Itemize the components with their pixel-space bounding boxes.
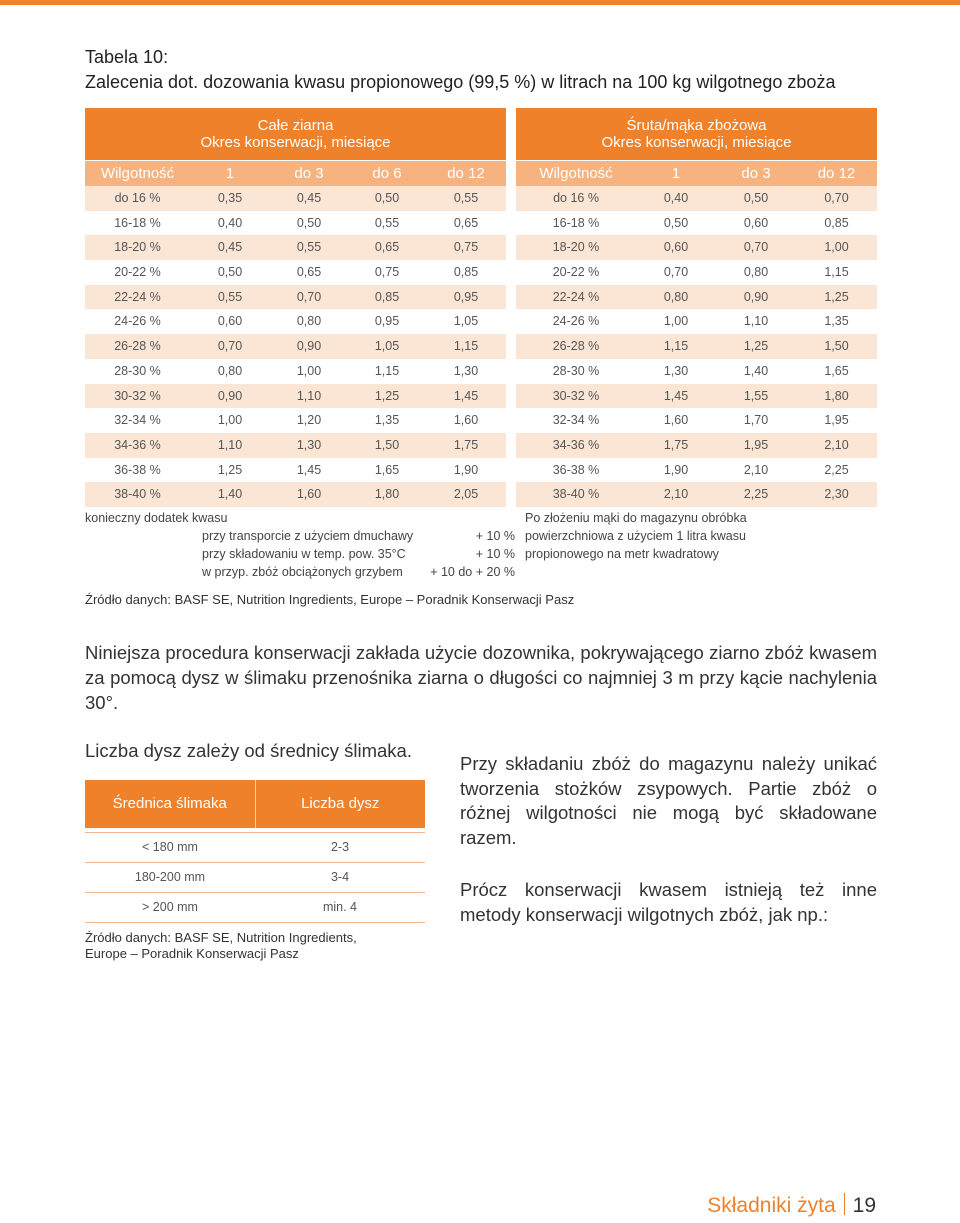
table-row (85, 893, 425, 923)
table-row (516, 384, 877, 409)
dosage-cell: 1,80 (824, 388, 849, 403)
table-row (516, 359, 877, 384)
table-row (516, 334, 877, 359)
dosage-cell: 1,00 (217, 413, 243, 428)
side-paragraph-storage: Przy składaniu zbóż do magazynu należy unikać tworzenia stożków zsypowych. Partie zbóż o różnej wilgotności nie mogą być składowane razem. (460, 753, 877, 848)
dosage-cell: 1,15 (374, 363, 400, 378)
note-value: + 10 % (475, 529, 515, 543)
dosage-cell: 0,80 (663, 289, 689, 304)
table-meal-title: Śruta/mąka zbożowa (626, 117, 767, 134)
table-row (85, 458, 506, 483)
dosage-cell: 1,70 (743, 413, 769, 428)
moisture-cell: 20-22 % (552, 265, 600, 280)
dosage-cell: 0,45 (217, 240, 243, 255)
moisture-cell: 22-24 % (114, 289, 161, 304)
table-row (516, 433, 877, 458)
column-header: do 12 (817, 165, 856, 182)
table-row (85, 863, 425, 893)
dosage-cell: 1,15 (663, 339, 689, 354)
dosage-cell: 0,55 (296, 240, 322, 255)
dosage-cell: 0,50 (663, 215, 689, 230)
dosage-cell: 1,90 (453, 462, 479, 477)
table-row (85, 309, 506, 334)
table-row (85, 235, 506, 260)
dosage-cell: 1,00 (663, 314, 689, 329)
table-row (516, 458, 877, 483)
dosage-cell: 1,50 (374, 437, 400, 452)
table-row (516, 285, 877, 310)
note-line: Po złożeniu mąki do magazynu obróbka (525, 511, 747, 525)
dosage-cell: 1,10 (743, 314, 769, 329)
dosage-cell: 1,80 (374, 487, 400, 502)
column-header: do 3 (741, 165, 771, 182)
table-row (85, 285, 506, 310)
table-caption (85, 45, 835, 95)
dosage-cell: 0,95 (374, 314, 400, 329)
dosage-cell: 0,60 (743, 215, 769, 230)
table-whole-grain (85, 108, 506, 507)
table-meal-subtitle: Okres konserwacji, miesiące (601, 134, 792, 151)
dosage-cell: 2,25 (743, 487, 769, 502)
dosage-cell: 0,65 (374, 240, 400, 255)
dosage-cell: 1,10 (296, 388, 322, 403)
table-row (85, 186, 506, 211)
moisture-cell: 16-18 % (114, 215, 161, 230)
dosage-cell: 1,60 (663, 413, 689, 428)
table-row (85, 833, 425, 863)
moisture-cell: 38-40 % (552, 487, 600, 502)
caption-title: Zalecenia dot. dozowania kwasu propionowego (99,5 %) w litrach na 100 kg wilgotnego zboża (85, 72, 836, 92)
dosage-cell: 1,05 (453, 314, 479, 329)
source-note: Źródło danych: BASF SE, Nutrition Ingredients, Europe – Poradnik Konserwacji Pasz (85, 592, 575, 607)
table-screw-nozzles-body (85, 832, 425, 923)
moisture-cell: 28-30 % (552, 363, 600, 378)
moisture-cell: 22-24 % (552, 289, 600, 304)
column-header: Wilgotność (100, 165, 175, 182)
moisture-cell: 32-34 % (552, 413, 600, 428)
notes-heading: konieczny dodatek kwasu (85, 511, 228, 525)
dosage-cell: 0,50 (743, 191, 769, 205)
moisture-cell: 36-38 % (552, 462, 600, 477)
dosage-cell: 0,50 (374, 191, 400, 205)
table-cell: < 180 mm (142, 840, 198, 854)
moisture-cell: do 16 % (553, 191, 599, 205)
dosage-cell: 2,25 (824, 462, 849, 477)
dosage-cell: 1,60 (296, 487, 322, 502)
dosage-cell: 2,30 (824, 487, 849, 502)
dosage-cell: 1,25 (217, 462, 243, 477)
table-row (516, 309, 877, 334)
column-header: do 6 (372, 165, 402, 182)
dosage-cell: 1,30 (663, 363, 689, 378)
moisture-cell: 26-28 % (552, 339, 600, 354)
table-row (85, 260, 506, 285)
table-whole-grain-body (85, 186, 506, 507)
dosage-cell: 1,30 (453, 363, 479, 378)
dosage-cell: 0,50 (217, 265, 243, 280)
note-item (85, 563, 515, 581)
dosage-cell: 0,90 (743, 289, 769, 304)
dosage-cell: 0,35 (217, 191, 243, 205)
dosage-cell: 0,70 (663, 265, 689, 280)
table-row (85, 408, 506, 433)
table-row (85, 384, 506, 409)
table-screw-nozzles-header (85, 780, 425, 828)
table-row (516, 408, 877, 433)
table-whole-grain-title: Całe ziarna (257, 117, 334, 134)
dosage-cell: 2,10 (824, 437, 849, 452)
dosage-cell: 1,95 (824, 413, 849, 428)
dosage-cell: 1,25 (374, 388, 400, 403)
column-header: Średnica ślimaka (85, 780, 256, 828)
note-label: przy transporcie z użyciem dmuchawy (202, 529, 414, 543)
moisture-cell: 32-34 % (114, 413, 161, 428)
column-header: do 12 (447, 165, 485, 182)
note-item (85, 545, 515, 563)
dosage-cell: 1,50 (824, 339, 849, 354)
note-value: + 10 % (475, 547, 515, 561)
side-paragraph-methods: Prócz konserwacji kwasem istnieją też inne metody konserwacji wilgotnych zbóż, jak np.: (460, 879, 877, 925)
moisture-cell: 26-28 % (114, 339, 161, 354)
dosage-cell: 1,45 (453, 388, 479, 403)
dosage-cell: 1,65 (374, 462, 400, 477)
dosage-cell: 0,75 (374, 265, 400, 280)
dosage-cell: 0,70 (824, 191, 849, 205)
moisture-cell: 16-18 % (552, 215, 600, 230)
dosage-cell: 1,05 (374, 339, 400, 354)
table-cell: 180-200 mm (134, 870, 206, 884)
column-header: 1 (225, 165, 235, 182)
footer-section-title: Składniki żyta (707, 1194, 836, 1217)
table-meal-body (516, 186, 877, 507)
note-meal-treatment (525, 509, 785, 563)
dosage-cell: 0,65 (453, 215, 479, 230)
dosage-cell: 0,85 (453, 265, 479, 280)
table-row (85, 211, 506, 236)
table-whole-grain-column-headers (85, 161, 506, 186)
table-screw-nozzles (85, 780, 425, 923)
dosage-cell: 1,35 (824, 314, 849, 329)
dosage-cell: 1,25 (743, 339, 769, 354)
dosage-cell: 0,80 (296, 314, 322, 329)
dosage-cell: 0,55 (217, 289, 243, 304)
column-header: Wilgotność (539, 165, 613, 182)
dosage-cell: 0,55 (374, 215, 400, 230)
page-number: 19 (852, 1194, 876, 1217)
dosage-cell: 0,60 (663, 240, 689, 255)
dosage-cell: 1,95 (743, 437, 769, 452)
dosage-cell: 1,75 (663, 437, 689, 452)
moisture-cell: 24-26 % (114, 314, 161, 329)
dosage-cell: 2,10 (663, 487, 689, 502)
top-accent-bar (0, 0, 960, 5)
dosage-cell: 1,35 (374, 413, 400, 428)
dosage-cell: 0,90 (217, 388, 243, 403)
dosage-cell: 0,40 (663, 191, 689, 205)
dosage-cell: 0,85 (824, 215, 849, 230)
dosage-cell: 1,30 (296, 437, 322, 452)
dosage-cell: 0,85 (374, 289, 400, 304)
dosage-cell: 0,55 (453, 191, 479, 205)
note-line: powierzchniowa z użyciem 1 litra kwasu (525, 529, 746, 543)
note-label: w przyp. zbóż obciążonych grzybem (202, 565, 403, 579)
body-paragraph: Niniejsza procedura konserwacji zakłada użycie dozownika, pokrywającego ziarno zbóż kwasem za pomocą dysz w ślimaku przenośnika ziarna o długości co najmniej 3 m przy kącie nachylenia 30°. (85, 642, 877, 713)
notes-acid-addition (85, 509, 515, 581)
moisture-cell: 20-22 % (114, 265, 161, 280)
dosage-cell: 0,95 (453, 289, 479, 304)
moisture-cell: 34-36 % (552, 437, 600, 452)
dosage-cell: 1,00 (824, 240, 849, 255)
dosage-cell: 0,90 (296, 339, 322, 354)
dosage-cell: 0,75 (453, 240, 479, 255)
dosage-cell: 1,75 (453, 437, 479, 452)
dosage-cell: 1,20 (296, 413, 322, 428)
table-meal (516, 108, 877, 507)
moisture-cell: do 16 % (114, 191, 161, 205)
moisture-cell: 28-30 % (114, 363, 161, 378)
moisture-cell: 36-38 % (114, 462, 161, 477)
column-header: 1 (671, 165, 681, 182)
table-row (85, 359, 506, 384)
table-cell: 2-3 (330, 840, 350, 854)
table-row (516, 186, 877, 211)
body-paragraph-nozzles: Liczba dysz zależy od średnicy ślimaka. (85, 740, 412, 761)
dosage-cell: 1,45 (663, 388, 689, 403)
table-meal-header (516, 108, 877, 160)
dosage-cell: 2,10 (743, 462, 769, 477)
dosage-cell: 0,40 (217, 215, 243, 230)
caption-number: Tabela 10: (85, 47, 169, 67)
table-whole-grain-header (85, 108, 506, 160)
moisture-cell: 24-26 % (552, 314, 600, 329)
table-row (85, 482, 506, 507)
dosage-cell: 1,45 (296, 462, 322, 477)
dosage-cell: 0,50 (296, 215, 322, 230)
table-whole-grain-subtitle: Okres konserwacji, miesiące (200, 134, 391, 151)
dosage-cell: 1,55 (743, 388, 769, 403)
dosage-cell: 1,90 (663, 462, 689, 477)
dosage-cell: 0,70 (296, 289, 322, 304)
dosage-cell: 1,10 (217, 437, 243, 452)
dosage-cell: 0,60 (217, 314, 243, 329)
table-row (516, 260, 877, 285)
note-value: + 10 do + 20 % (430, 565, 515, 579)
dosage-cell: 1,60 (453, 413, 479, 428)
moisture-cell: 30-32 % (552, 388, 600, 403)
dosage-cell: 0,70 (217, 339, 243, 354)
table-row (85, 433, 506, 458)
column-header: do 3 (294, 165, 324, 182)
moisture-cell: 38-40 % (114, 487, 161, 502)
dosage-cell: 0,80 (217, 363, 243, 378)
table-cell: > 200 mm (142, 900, 198, 914)
table-row (516, 211, 877, 236)
source-note-small-table: Źródło danych: BASF SE, Nutrition Ingredients, Europe – Poradnik Konserwacji Pasz (85, 930, 357, 961)
dosage-cell: 1,40 (743, 363, 769, 378)
note-label: przy składowaniu w temp. pow. 35°C (202, 547, 406, 561)
dosage-cell: 1,40 (217, 487, 243, 502)
table-cell: min. 4 (322, 900, 358, 914)
table-cell: 3-4 (330, 870, 350, 884)
dosage-cell: 1,15 (453, 339, 479, 354)
dosage-cell: 1,15 (824, 265, 849, 280)
dosage-cell: 1,00 (296, 363, 322, 378)
table-row (516, 235, 877, 260)
moisture-cell: 18-20 % (114, 240, 161, 255)
moisture-cell: 18-20 % (552, 240, 600, 255)
page-footer (707, 1193, 876, 1218)
table-row (516, 482, 877, 507)
table-meal-column-headers (516, 161, 877, 186)
dosage-cell: 0,80 (743, 265, 769, 280)
column-header: Liczba dysz (301, 795, 380, 812)
note-line: propionowego na metr kwadratowy (525, 547, 719, 561)
dosage-cell: 0,70 (743, 240, 769, 255)
footer-divider (844, 1193, 845, 1215)
moisture-cell: 30-32 % (114, 388, 161, 403)
moisture-cell: 34-36 % (114, 437, 161, 452)
dosage-cell: 1,25 (824, 289, 849, 304)
dosage-cell: 0,45 (296, 191, 322, 205)
dosage-cell: 0,65 (296, 265, 322, 280)
table-row (85, 334, 506, 359)
note-item (85, 527, 515, 545)
dosage-cell: 2,05 (453, 487, 479, 502)
dosage-cell: 1,65 (824, 363, 849, 378)
